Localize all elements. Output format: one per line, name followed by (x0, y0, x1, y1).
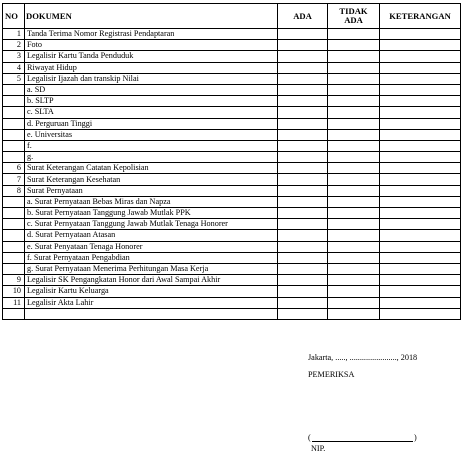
row-number (3, 208, 25, 219)
row-number (3, 96, 25, 107)
row-document: Foto (25, 40, 278, 51)
row-document (25, 308, 278, 319)
row-number: 11 (3, 297, 25, 308)
table-row (3, 129, 461, 140)
table-row (3, 185, 461, 196)
row-ada-cell (278, 96, 328, 107)
row-document: Surat Pernyataan (25, 185, 278, 196)
header-tidak-ada-line2: ADA (344, 15, 363, 25)
row-tidak-ada-cell (328, 40, 380, 51)
table-row (3, 152, 461, 163)
row-document: Legalisir Ijazah dan transkip Nilai (25, 73, 278, 84)
row-keterangan-cell (380, 241, 461, 252)
row-tidak-ada-cell (328, 140, 380, 151)
row-ada-cell (278, 40, 328, 51)
row-tidak-ada-cell (328, 185, 380, 196)
row-keterangan-cell (380, 51, 461, 62)
row-number: 2 (3, 40, 25, 51)
row-keterangan-cell (380, 96, 461, 107)
row-ada-cell (278, 163, 328, 174)
row-ada-cell (278, 185, 328, 196)
row-ada-cell (278, 118, 328, 129)
row-ada-cell (278, 174, 328, 185)
row-ada-cell (278, 219, 328, 230)
signature-title: PEMERIKSA (308, 370, 355, 379)
row-tidak-ada-cell (328, 29, 380, 40)
row-keterangan-cell (380, 275, 461, 286)
row-keterangan-cell (380, 208, 461, 219)
table-row (3, 230, 461, 241)
table-row (3, 51, 461, 62)
row-ada-cell (278, 62, 328, 73)
row-document: d. Perguruan Tinggi (25, 118, 278, 129)
row-keterangan-cell (380, 62, 461, 73)
table-row (3, 196, 461, 207)
document-checklist-table (2, 3, 461, 320)
header-keterangan: KETERANGAN (380, 4, 461, 29)
row-document: g. Surat Pernyataan Menerima Perhitungan Masa Kerja (25, 263, 278, 274)
row-tidak-ada-cell (328, 241, 380, 252)
row-document: a. SD (25, 84, 278, 95)
row-ada-cell (278, 208, 328, 219)
row-keterangan-cell (380, 118, 461, 129)
table-row (3, 62, 461, 73)
table-row (3, 286, 461, 297)
row-document: Legalisir Kartu Tanda Penduduk (25, 51, 278, 62)
row-number (3, 118, 25, 129)
table-row (3, 208, 461, 219)
row-ada-cell (278, 263, 328, 274)
row-tidak-ada-cell (328, 196, 380, 207)
header-ada: ADA (278, 4, 328, 29)
row-tidak-ada-cell (328, 84, 380, 95)
row-ada-cell (278, 297, 328, 308)
table-row (3, 96, 461, 107)
table-row (3, 263, 461, 274)
signature-nip: NIP. (311, 444, 326, 453)
signature-paren-close: ) (414, 433, 417, 442)
row-ada-cell (278, 308, 328, 319)
row-tidak-ada-cell (328, 208, 380, 219)
row-ada-cell (278, 51, 328, 62)
row-ada-cell (278, 152, 328, 163)
row-ada-cell (278, 252, 328, 263)
row-document: Legalisir Akta Lahir (25, 297, 278, 308)
row-tidak-ada-cell (328, 163, 380, 174)
table-row (3, 241, 461, 252)
row-document: c. SLTA (25, 107, 278, 118)
row-tidak-ada-cell (328, 118, 380, 129)
header-tidak-ada (328, 4, 380, 29)
row-tidak-ada-cell (328, 152, 380, 163)
row-number (3, 252, 25, 263)
row-keterangan-cell (380, 297, 461, 308)
signature-paren-open: ( (308, 433, 311, 442)
row-number (3, 140, 25, 151)
row-keterangan-cell (380, 107, 461, 118)
row-number: 3 (3, 51, 25, 62)
row-tidak-ada-cell (328, 73, 380, 84)
row-document: e. Universitas (25, 129, 278, 140)
row-keterangan-cell (380, 230, 461, 241)
row-document: c. Surat Pernyataan Tanggung Jawab Mutlak Tenaga Honorer (25, 219, 278, 230)
row-ada-cell (278, 107, 328, 118)
row-ada-cell (278, 29, 328, 40)
table-row-empty (3, 308, 461, 319)
table-row (3, 297, 461, 308)
row-number: 7 (3, 174, 25, 185)
table-row (3, 163, 461, 174)
row-number (3, 241, 25, 252)
row-number (3, 107, 25, 118)
row-ada-cell (278, 275, 328, 286)
header-dokumen: DOKUMEN (25, 4, 278, 29)
row-document: b. SLTP (25, 96, 278, 107)
table-row (3, 107, 461, 118)
row-number: 6 (3, 163, 25, 174)
table-row (3, 29, 461, 40)
row-keterangan-cell (380, 308, 461, 319)
row-number (3, 263, 25, 274)
table-row (3, 252, 461, 263)
row-keterangan-cell (380, 84, 461, 95)
row-tidak-ada-cell (328, 230, 380, 241)
row-keterangan-cell (380, 40, 461, 51)
row-tidak-ada-cell (328, 174, 380, 185)
row-document: g. (25, 152, 278, 163)
row-document: b. Surat Pernyataan Tanggung Jawab Mutlak PPK (25, 208, 278, 219)
row-keterangan-cell (380, 286, 461, 297)
table-row (3, 140, 461, 151)
table-row (3, 73, 461, 84)
row-document: Surat Keterangan Catatan Kepolisian (25, 163, 278, 174)
row-document: f. (25, 140, 278, 151)
row-keterangan-cell (380, 152, 461, 163)
row-ada-cell (278, 230, 328, 241)
table-row (3, 219, 461, 230)
row-keterangan-cell (380, 29, 461, 40)
row-keterangan-cell (380, 129, 461, 140)
row-number: 4 (3, 62, 25, 73)
row-document: Legalisir SK Pengangkatan Honor dari Awal Sampai Akhir (25, 275, 278, 286)
row-keterangan-cell (380, 263, 461, 274)
row-number: 9 (3, 275, 25, 286)
row-tidak-ada-cell (328, 219, 380, 230)
row-keterangan-cell (380, 163, 461, 174)
row-document: a. Surat Pernyataan Bebas Miras dan Napza (25, 196, 278, 207)
row-number: 5 (3, 73, 25, 84)
row-number (3, 84, 25, 95)
row-tidak-ada-cell (328, 51, 380, 62)
row-number (3, 129, 25, 140)
row-number (3, 308, 25, 319)
table-row (3, 40, 461, 51)
table-row (3, 84, 461, 95)
row-ada-cell (278, 241, 328, 252)
row-keterangan-cell (380, 73, 461, 84)
table-row (3, 275, 461, 286)
row-keterangan-cell (380, 219, 461, 230)
row-document: d. Surat Pernyataan Atasan (25, 230, 278, 241)
row-tidak-ada-cell (328, 107, 380, 118)
row-ada-cell (278, 286, 328, 297)
row-number: 8 (3, 185, 25, 196)
row-tidak-ada-cell (328, 286, 380, 297)
row-tidak-ada-cell (328, 263, 380, 274)
row-keterangan-cell (380, 196, 461, 207)
row-keterangan-cell (380, 174, 461, 185)
signature-place-date: Jakarta, ....., ......................., 2018 (308, 353, 418, 362)
signature-line (312, 441, 413, 442)
row-document: f. Surat Pernyataan Pengabdian (25, 252, 278, 263)
table-row (3, 174, 461, 185)
row-tidak-ada-cell (328, 252, 380, 263)
row-tidak-ada-cell (328, 96, 380, 107)
row-number (3, 196, 25, 207)
table-header-row (3, 4, 461, 29)
row-number (3, 230, 25, 241)
row-document: Surat Keterangan Kesehatan (25, 174, 278, 185)
row-ada-cell (278, 140, 328, 151)
row-number: 10 (3, 286, 25, 297)
row-number (3, 152, 25, 163)
header-tidak-ada-line1: TIDAK (339, 6, 368, 16)
row-keterangan-cell (380, 185, 461, 196)
row-number: 1 (3, 29, 25, 40)
row-tidak-ada-cell (328, 275, 380, 286)
row-number (3, 219, 25, 230)
row-tidak-ada-cell (328, 297, 380, 308)
row-ada-cell (278, 129, 328, 140)
row-keterangan-cell (380, 252, 461, 263)
row-ada-cell (278, 73, 328, 84)
row-tidak-ada-cell (328, 62, 380, 73)
row-tidak-ada-cell (328, 308, 380, 319)
row-tidak-ada-cell (328, 129, 380, 140)
row-document: e. Surat Penyataan Tenaga Honorer (25, 241, 278, 252)
row-keterangan-cell (380, 140, 461, 151)
table-row (3, 118, 461, 129)
row-ada-cell (278, 84, 328, 95)
row-document: Riwayat Hidup (25, 62, 278, 73)
row-document: Tanda Terima Nomor Registrasi Pendaptaran (25, 29, 278, 40)
header-no: NO (3, 4, 25, 29)
row-document: Legalisir Kartu Keluarga (25, 286, 278, 297)
row-ada-cell (278, 196, 328, 207)
